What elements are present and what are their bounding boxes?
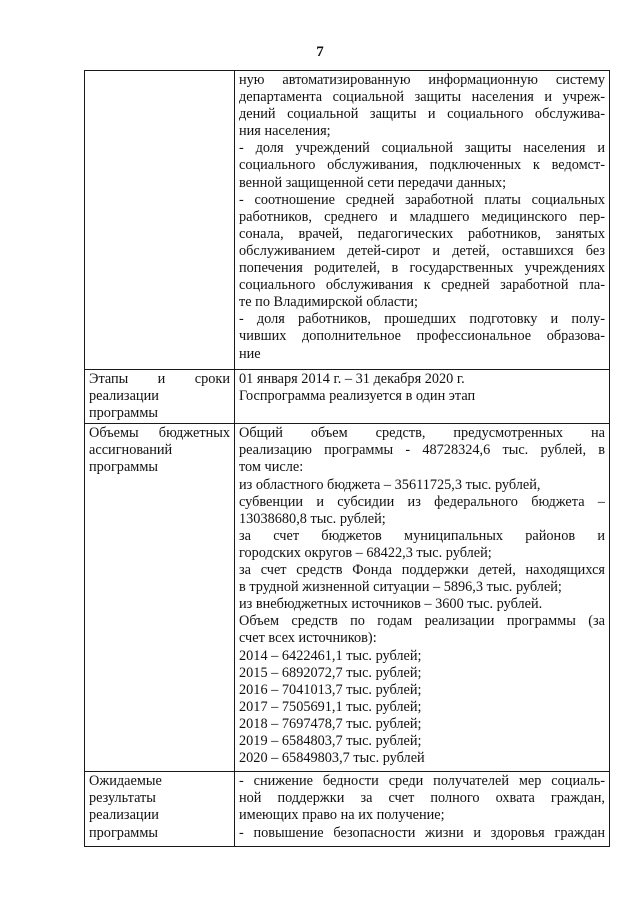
row-label-line: ассигнований (89, 442, 173, 459)
row-content-line: обслуживанием детей-сирот и детей, оставшихся без (239, 242, 605, 259)
table-row (85, 424, 610, 772)
row-content-line: из областного бюджета – 35611725,3 тыс. рублей, (239, 476, 541, 493)
row-content-line: - доля работников, прошедших подготовку и полу- (239, 311, 605, 328)
row-content-line: дений социальной защиты и социального обслужива- (239, 106, 605, 123)
row-content-line: сонала, врачей, педагогических работников, занятых (239, 225, 605, 242)
row-label-line: программы (89, 405, 159, 422)
row-content-line: венной защищенной сети передачи данных; (239, 174, 507, 191)
row-content-line: ную автоматизированную информационную систему (239, 72, 605, 88)
row-content-line: Общий объем средств, предусмотренных на (239, 425, 605, 442)
row-label-line: реализации (89, 807, 159, 824)
row-label-line: Ожидаемые (89, 773, 162, 790)
row-label-line: программы (89, 459, 159, 476)
row-content-line: реализацию программы - 48728324,6 тыс. рублей, в (239, 442, 605, 459)
row-content-line: 2015 – 6892072,7 тыс. рублей; (239, 664, 422, 681)
program-passport-table (84, 70, 610, 847)
row-content-line: 13038680,8 тыс. рублей; (239, 510, 386, 527)
row-content-line: счет всех источников): (239, 630, 377, 647)
table-row (85, 370, 610, 424)
row-content-line: - снижение бедности среди получателей мер социаль- (239, 773, 605, 790)
row-content-line: ния населения; (239, 123, 331, 140)
row-content-cell (235, 772, 610, 847)
table-row (85, 71, 610, 370)
row-label-line: реализации (89, 388, 159, 405)
row-label-line: Этапы и сроки (89, 371, 230, 387)
row-content-line: имеющих право на их получение; (239, 807, 445, 824)
row-content-line: департамента социальной защиты населения и учреж- (239, 89, 605, 106)
row-content-line: в трудной жизненной ситуации – 5896,3 тыс. рублей; (239, 579, 562, 596)
row-label-line: результаты (89, 790, 156, 807)
page-number: 7 (316, 44, 324, 60)
row-content-cell (235, 71, 610, 370)
row-content-line: чивших дополнительное профессиональное образова- (239, 328, 605, 345)
row-content-line: те по Владимирской области; (239, 294, 419, 311)
row-label-line: Объемы бюджетных (89, 425, 230, 442)
row-content-line: социального обслуживания, подключенных к ведомст- (239, 157, 605, 174)
row-content-line: городских округов – 68422,3 тыс. рублей; (239, 544, 492, 561)
row-content-cell (235, 424, 610, 772)
row-label-cell (85, 424, 235, 772)
row-content-line: 2020 – 65849803,7 тыс. рублей (239, 750, 425, 767)
row-content-line: - доля учреждений социальной защиты населения и (239, 140, 605, 157)
row-content-line: - соотношение средней заработной платы социальных (239, 191, 605, 208)
row-content-line: ной поддержки за счет полного охвата граждан, (239, 790, 605, 807)
row-content-line: из внебюджетных источников – 3600 тыс. рублей. (239, 596, 543, 613)
row-content-line: 2019 – 6584803,7 тыс. рублей; (239, 732, 422, 749)
row-content-line: ние (239, 345, 261, 362)
row-content-line: 01 января 2014 г. – 31 декабря 2020 г. (239, 371, 465, 387)
row-content-line: Госпрограмма реализуется в один этап (239, 388, 476, 405)
row-content-line: попечения родителей, в государственных учреждениях (239, 260, 605, 277)
row-content-line: 2016 – 7041013,7 тыс. рублей; (239, 681, 422, 698)
row-content-line: за счет средств Фонда поддержки детей, находящихся (239, 562, 605, 579)
row-content-line: Объем средств по годам реализации программы (за (239, 613, 605, 630)
row-content-line: 2017 – 7505691,1 тыс. рублей; (239, 698, 422, 715)
row-label-cell (85, 772, 235, 847)
row-content-line: 2014 – 6422461,1 тыс. рублей; (239, 647, 422, 664)
row-content-line: субвенции и субсидии из федерального бюджета – (239, 493, 605, 510)
row-content-line: том числе: (239, 459, 304, 476)
row-content-line: за счет бюджетов муниципальных районов и (239, 527, 605, 544)
row-content-line: - повышение безопасности жизни и здоровья граждан (239, 824, 605, 841)
row-content-line: 2018 – 7697478,7 тыс. рублей; (239, 715, 422, 732)
row-label-cell (85, 71, 235, 370)
table-row (85, 772, 610, 847)
row-content-cell (235, 370, 610, 424)
row-content-line: работников, среднего и младшего медицинского пер- (239, 208, 605, 225)
row-content-line: социального обслуживания к средней заработной пла- (239, 277, 605, 294)
row-label-line: программы (89, 824, 159, 841)
row-label-cell (85, 370, 235, 424)
